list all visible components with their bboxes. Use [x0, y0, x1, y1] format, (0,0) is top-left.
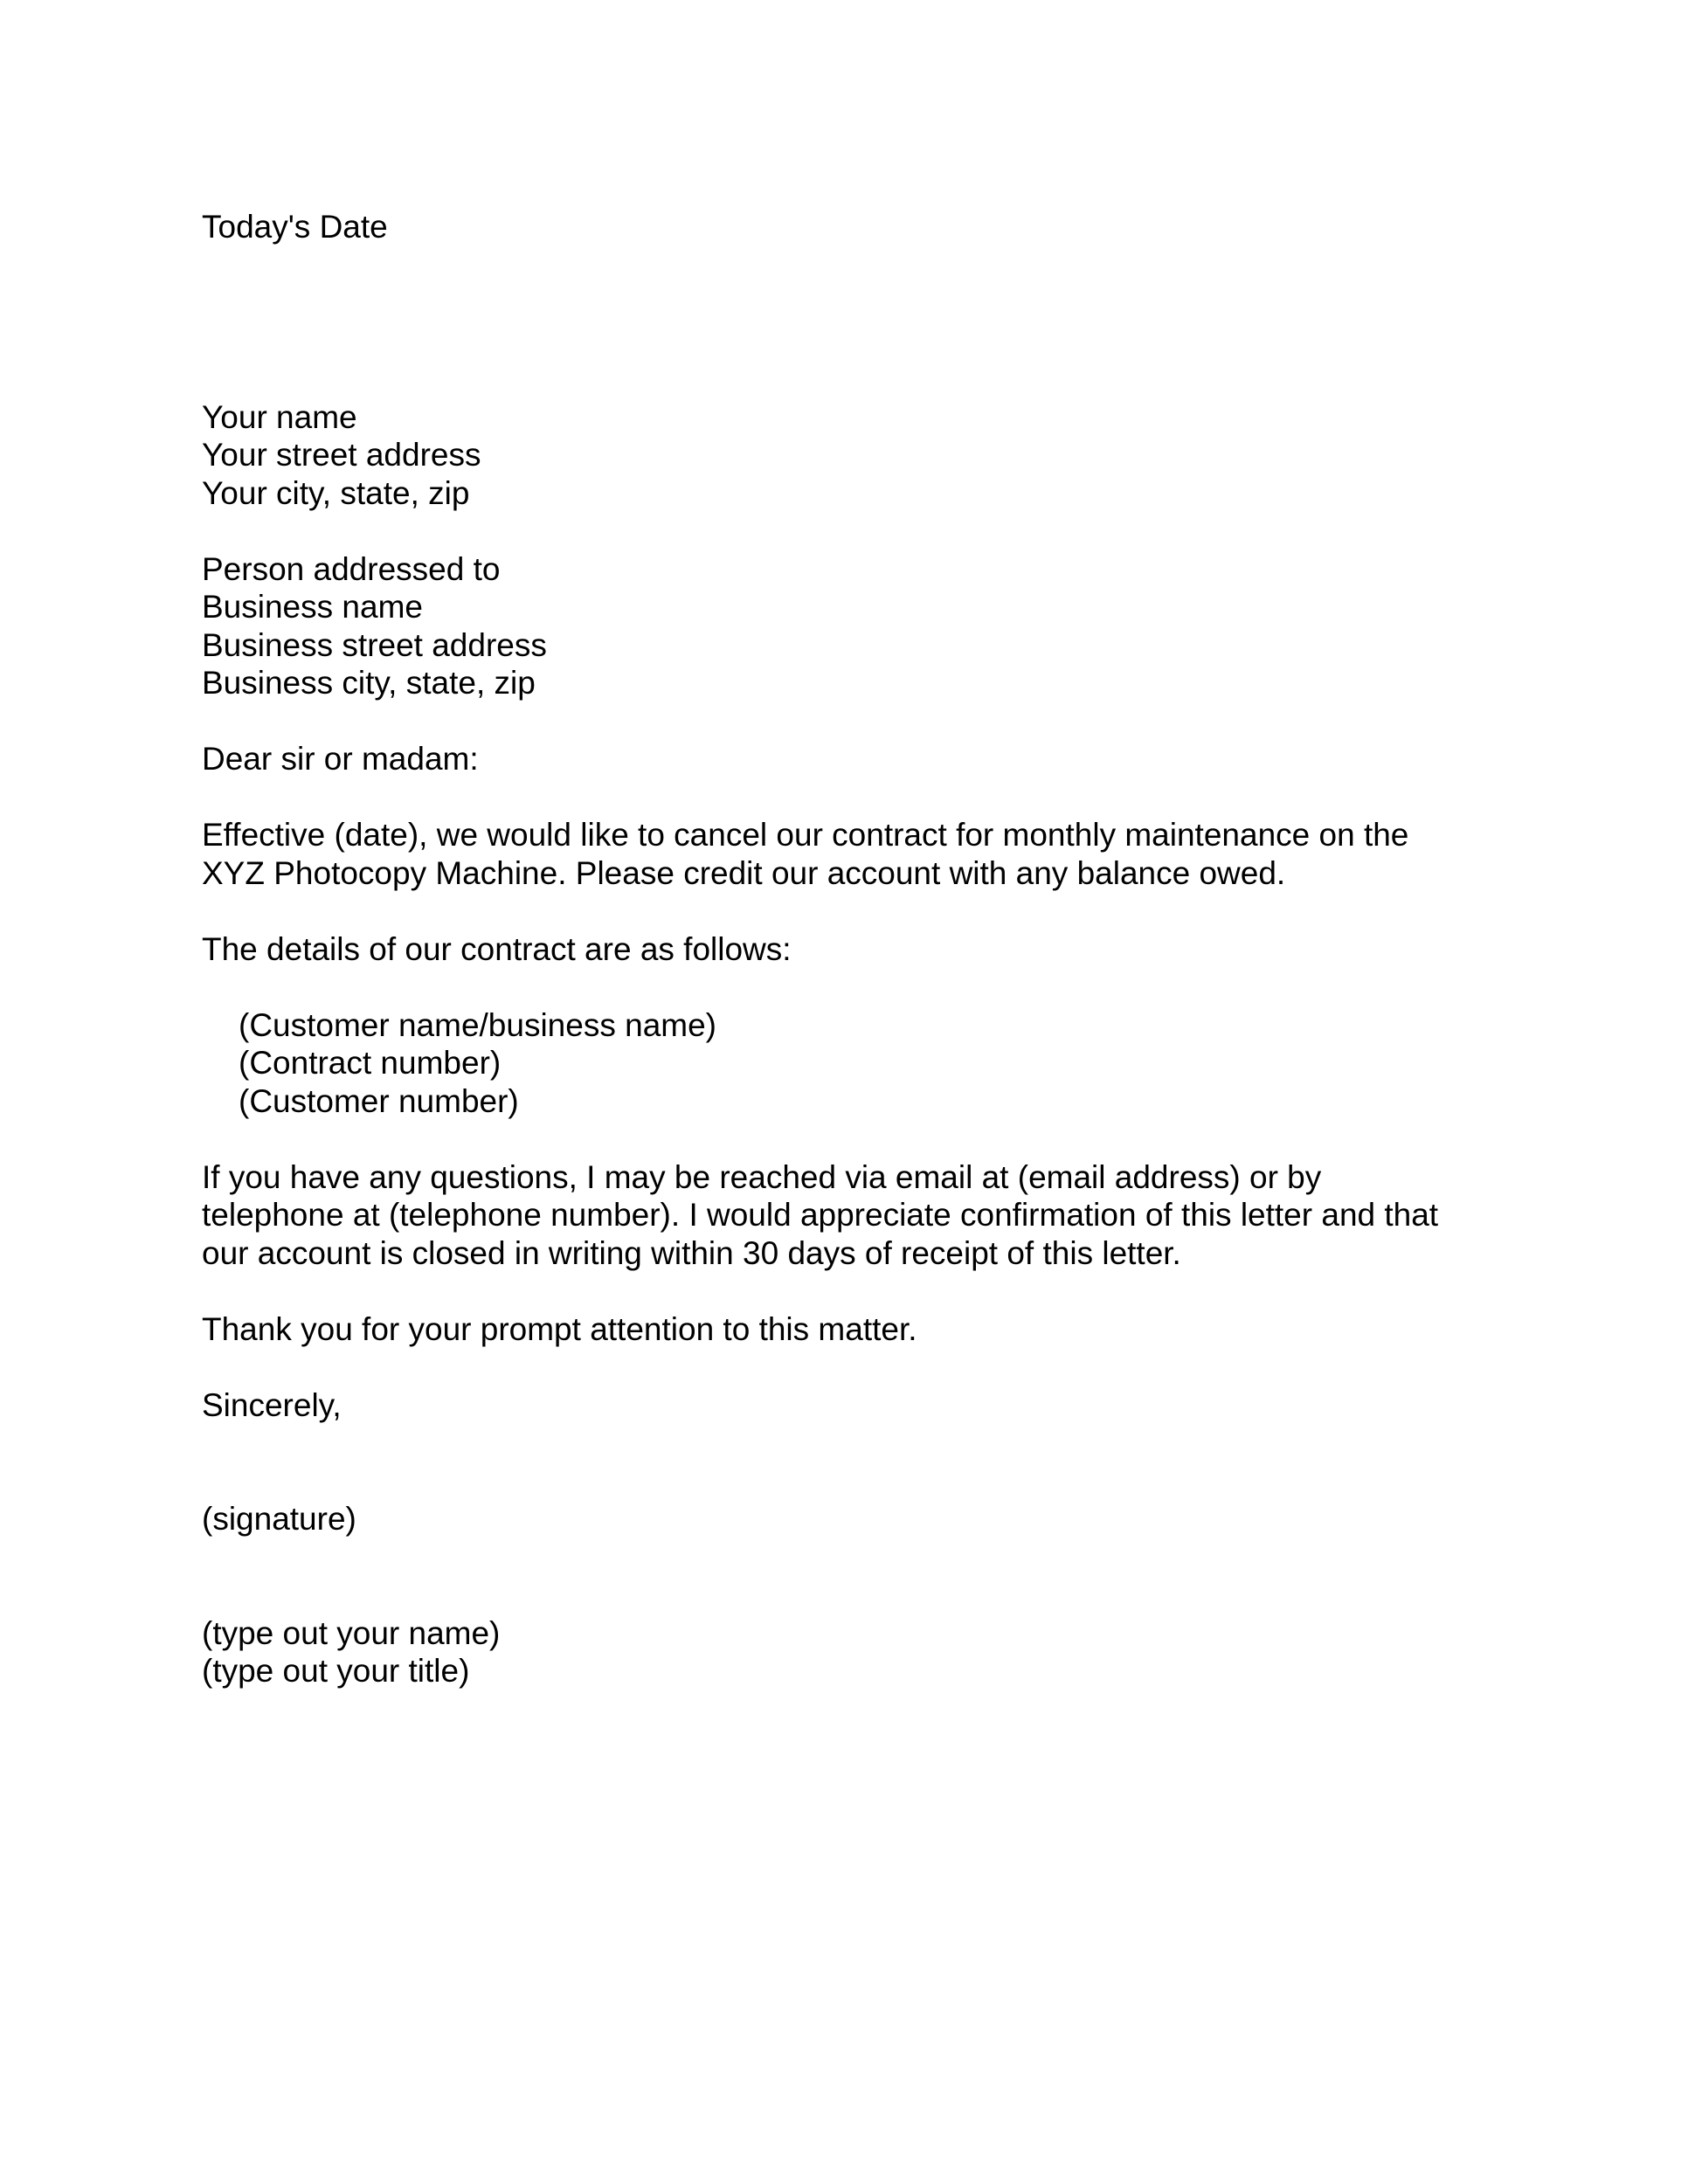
paragraph-line: If you have any questions, I may be reached via email at (email address) or by — [202, 1158, 1322, 1195]
sender-address — [202, 398, 1530, 513]
spacer — [202, 1348, 1530, 1386]
paragraph-cancellation — [202, 816, 1530, 892]
details-intro: The details of our contract are as follows: — [202, 930, 792, 967]
details-intro-block — [202, 930, 1530, 969]
sender-city-state-zip: Your city, state, zip — [202, 474, 470, 511]
paragraph-line: telephone at (telephone number). I would appreciate confirmation of this letter and that — [202, 1197, 1439, 1233]
recipient-city-state-zip: Business city, state, zip — [202, 665, 536, 701]
spacer — [202, 1272, 1530, 1310]
spacer — [202, 1120, 1530, 1158]
salutation-block — [202, 740, 1530, 778]
closing-block — [202, 1386, 1530, 1425]
typed-name: (type out your name) — [202, 1614, 501, 1651]
date-block — [202, 208, 1530, 246]
typed-title: (type out your title) — [202, 1653, 470, 1689]
spacer — [202, 892, 1530, 930]
paragraph-line: our account is closed in writing within 30 days of receipt of this letter. — [202, 1234, 1181, 1271]
spacer — [202, 778, 1530, 817]
contract-details-list — [202, 1006, 1530, 1121]
typed-name-block — [202, 1614, 1530, 1690]
signature-block — [202, 1500, 1530, 1538]
detail-item-contract-number: (Contract number) — [239, 1045, 502, 1081]
letter-body — [202, 208, 1530, 1690]
recipient-person: Person addressed to — [202, 550, 501, 587]
thanks-line: Thank you for your prompt attention to this matter. — [202, 1310, 917, 1347]
signature-placeholder: (signature) — [202, 1501, 356, 1537]
letter-date: Today's Date — [202, 209, 388, 245]
spacer — [202, 1424, 1530, 1500]
paragraph-contact — [202, 1158, 1530, 1273]
recipient-business: Business name — [202, 589, 423, 625]
spacer — [202, 512, 1530, 550]
paragraph-line: XYZ Photocopy Machine. Please credit our account with any balance owed. — [202, 854, 1286, 891]
detail-item-customer-name: (Customer name/business name) — [239, 1006, 716, 1043]
closing: Sincerely, — [202, 1386, 342, 1423]
spacer — [202, 1538, 1530, 1614]
sender-street: Your street address — [202, 437, 481, 473]
recipient-address — [202, 550, 1530, 702]
spacer — [202, 702, 1530, 741]
sender-name: Your name — [202, 398, 357, 435]
spacer — [202, 968, 1530, 1006]
thanks-block — [202, 1310, 1530, 1349]
detail-item-customer-number: (Customer number) — [239, 1082, 519, 1119]
recipient-street: Business street address — [202, 626, 547, 663]
salutation: Dear sir or madam: — [202, 741, 479, 777]
paragraph-line: Effective (date), we would like to cancel our contract for monthly maintenance on the — [202, 817, 1409, 853]
